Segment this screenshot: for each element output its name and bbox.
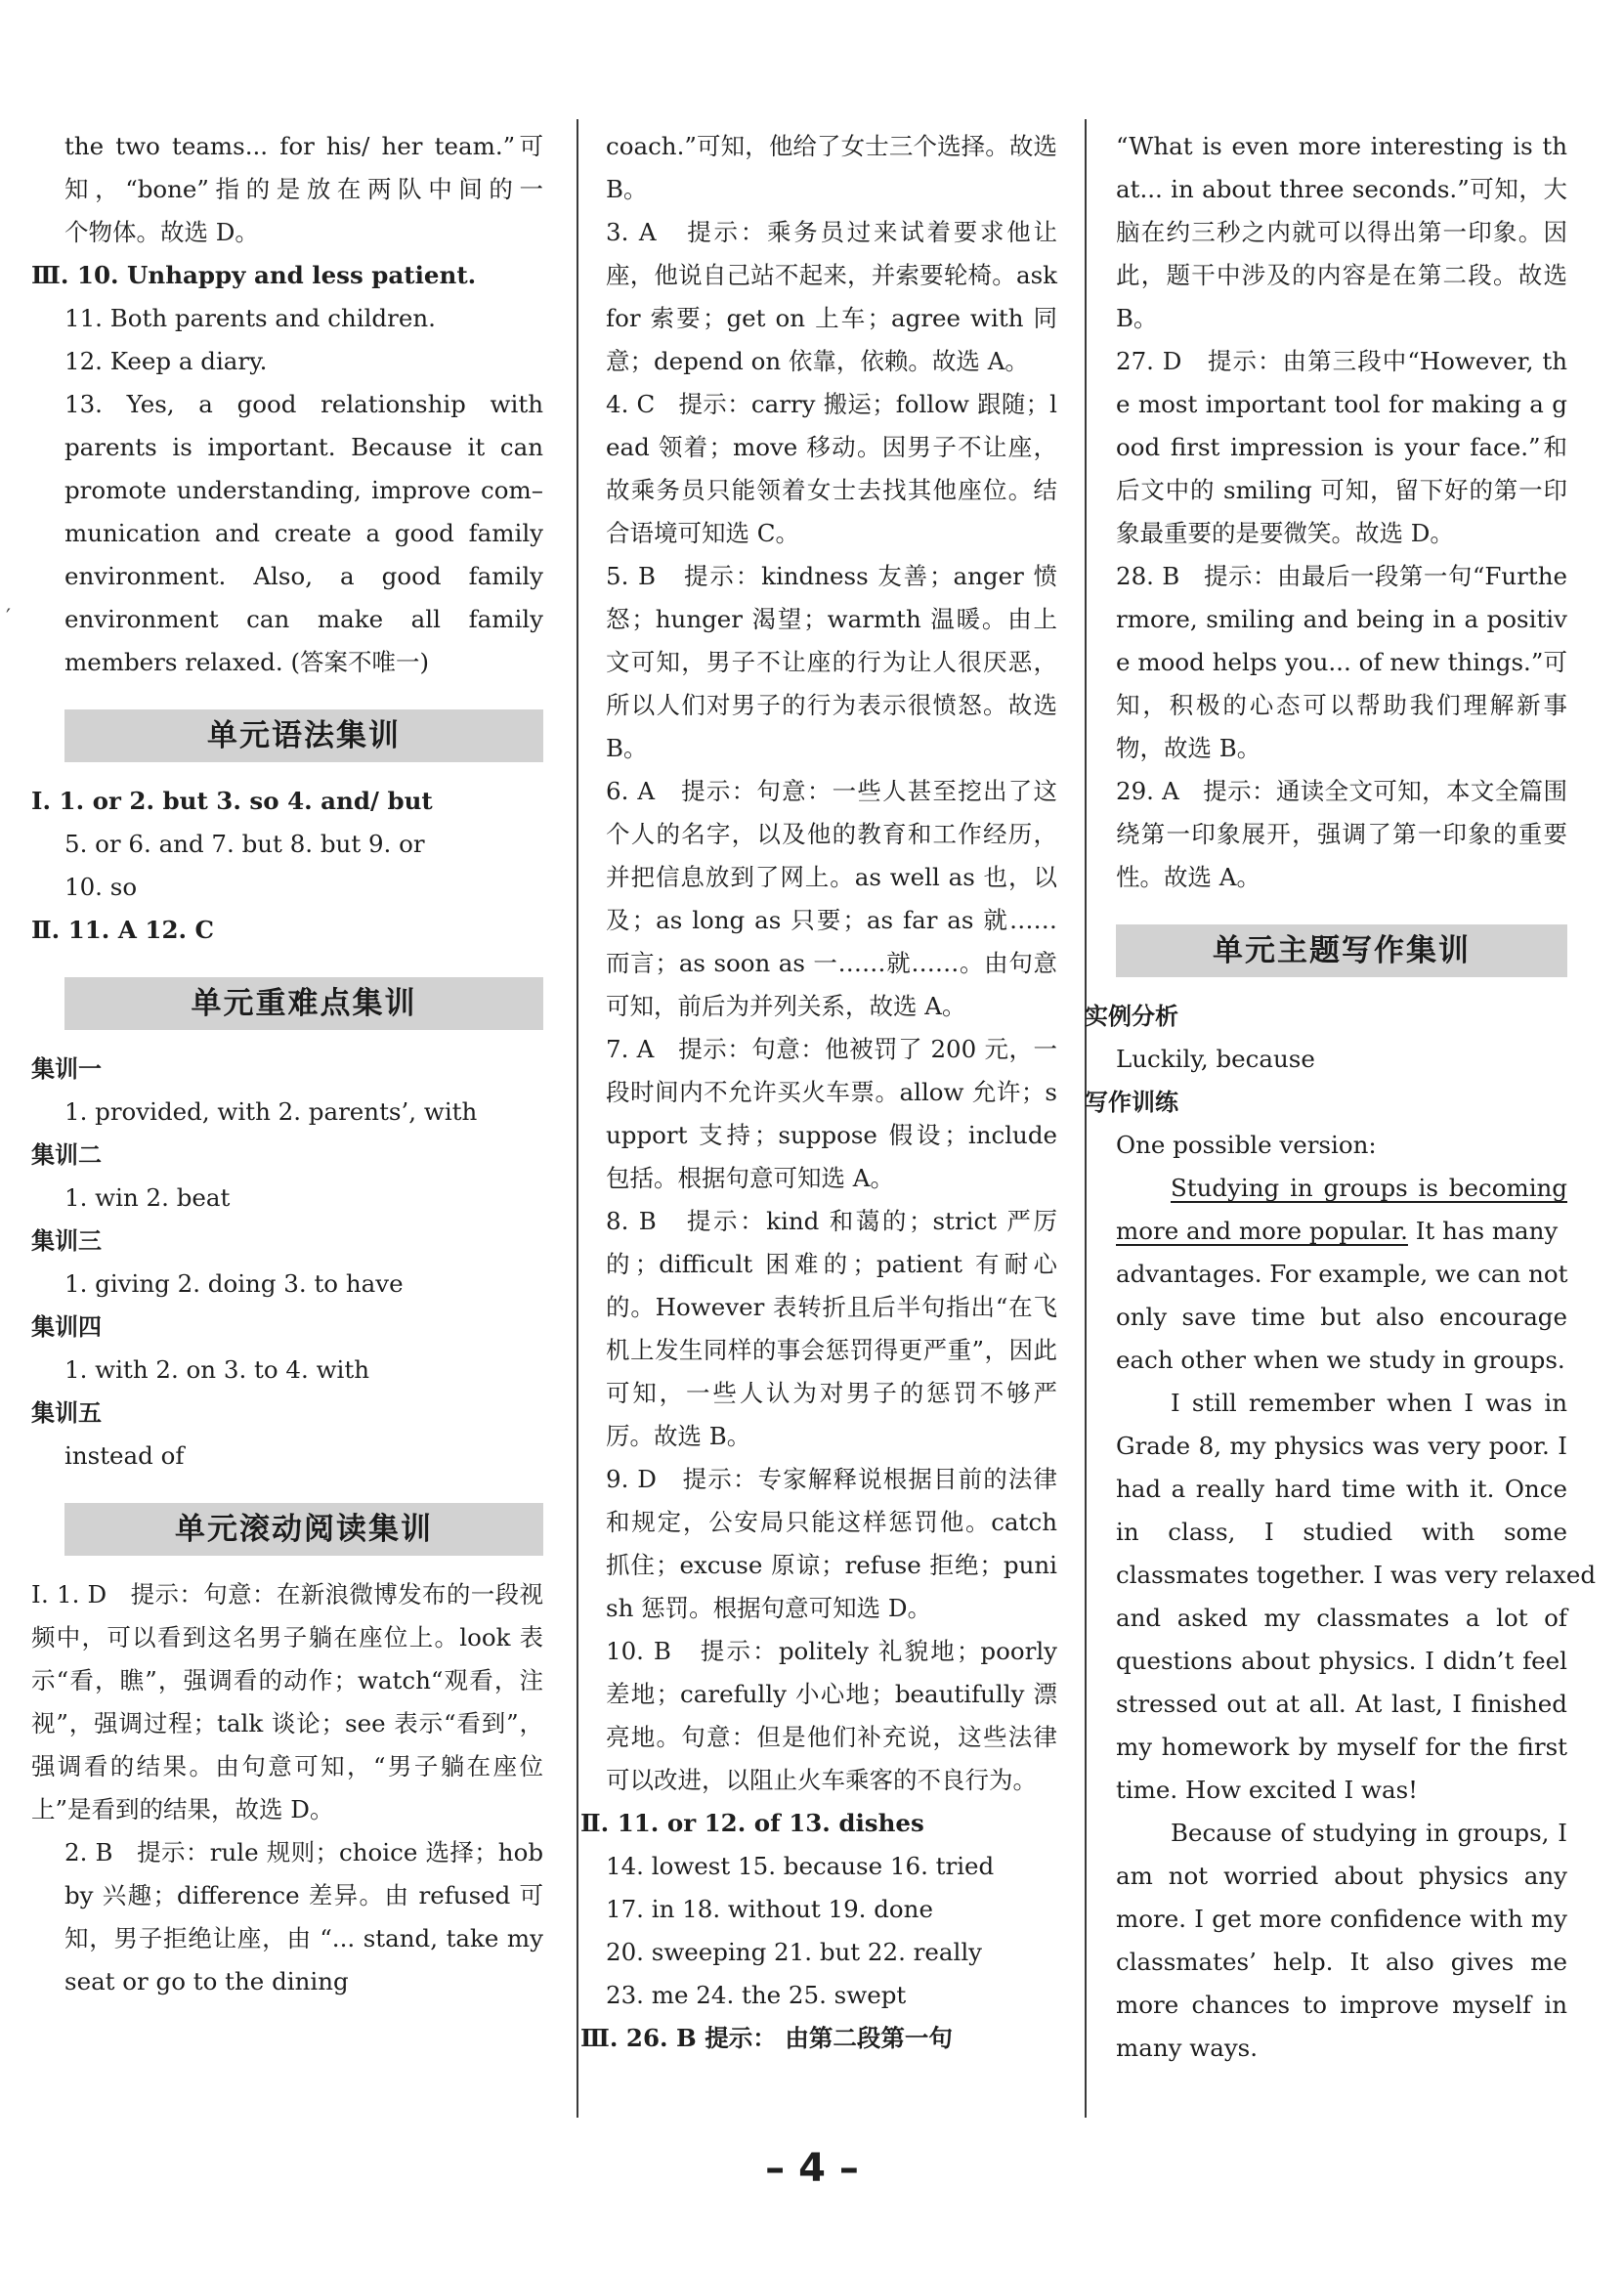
page-number: – 4 – — [765, 2146, 859, 2191]
answer-line: 12. Keep a diary. — [64, 347, 268, 375]
answer-line: 10. so — [64, 873, 138, 901]
answer-paragraph: 6. A 提示：句意：一些人甚至挖出了这个人的名字，以及他的教育和工作经历，并把信息放到了网上。as well as 也，以及；as long as 只要；as far as 就……而言；as soon as 一……就……。由句意可知，前后为并列关系，故选 A。 — [606, 777, 1057, 1020]
answer-paragraph: 7. A 提示：句意：他被罚了 200 元，一段时间内不允许买火车票。allow 允许；support 支持；suppose 假设；include 包括。根据句意可知选 A。 — [606, 1035, 1065, 1192]
section-header-grammar: 单元语法集训 — [64, 709, 543, 762]
answer-paragraph: 8. B 提示：kind 和蔼的；strict 严厉的；difficult 困难的；patient 有耐心的。However 表转折且后半句指出“在飞机上发生同样的事会惩罚得更严重”，因此可知，一些人认为对男子的惩罚不够严厉。故选 B。 — [606, 1207, 1057, 1450]
answer-line: Luckily, because — [1116, 1045, 1315, 1073]
essay-line: classmates together. I was very relaxed — [1116, 1561, 1597, 1589]
essay-line: only save time but also encourage — [1116, 1303, 1567, 1331]
answer-line: 1. with 2. on 3. to 4. with — [64, 1355, 370, 1384]
answer-line: Ⅰ. 1. or 2. but 3. so 4. and/ but — [31, 787, 433, 815]
reading-answer-1: Ⅰ. 1. D 提示：句意：在新浪微博发布的一段视频中，可以看到这名男子躺在座位上。look 表示“看，瞧”，强调看的动作；watch“观看，注视”，强调过程；talk 谈论；see 表示“看到”，强调看的结果。由句意可知，“男子躺在座位上”是看到的结果，故选 D。 — [31, 1580, 543, 1823]
answer-line: environment. Also, a good family — [64, 562, 543, 590]
essay-line: am not worried about physics any — [1116, 1862, 1567, 1890]
answer-line: 1. win 2. beat — [64, 1183, 231, 1212]
group-heading: 集训五 — [31, 1399, 102, 1427]
section-header-reading: 单元滚动阅读集训 — [64, 1503, 543, 1556]
group-heading: 实例分析 — [1085, 1003, 1178, 1030]
answer-line: 1. provided, with 2. parents’, with — [64, 1097, 478, 1126]
essay-line: time. How excited I was! — [1116, 1776, 1419, 1804]
essay-line: in class, I studied with some — [1116, 1518, 1567, 1546]
answer-line: One possible version: — [1116, 1131, 1377, 1159]
essay-line — [1116, 1210, 1567, 1253]
answer-paragraph: coach.”可知，他给了女士三个选择。故选 B。 — [606, 132, 1065, 203]
essay-line: advantages. For example, we can not — [1116, 1260, 1568, 1288]
column-divider-1 — [577, 119, 578, 2118]
answer-line: 11. Both parents and children. — [64, 304, 436, 332]
essay-line: I still remember when I was in — [1171, 1389, 1567, 1417]
essay-line — [1116, 1167, 1567, 1210]
answer-paragraph: 29. A 提示：通读全文可知，本文全篇围绕第一印象展开，强调了第一印象的重要性。故选 A。 — [1116, 777, 1567, 891]
essay-text: It has many — [1407, 1217, 1559, 1245]
text-line: 个物体。故选 D。 — [64, 218, 259, 246]
section-header-key-points: 单元重难点集训 — [64, 977, 543, 1030]
answer-line: 1. giving 2. doing 3. to have — [64, 1269, 404, 1298]
group-heading: 集训三 — [31, 1227, 102, 1255]
margin-mark: ′ — [6, 606, 11, 630]
essay-topic-sentence: Studying in groups is becoming — [1171, 1174, 1567, 1202]
answer-line: parents is important. Because it can — [64, 433, 543, 461]
essay-line: questions about physics. I didn’t feel — [1116, 1647, 1567, 1675]
group-heading: 集训四 — [31, 1313, 102, 1341]
answer-line: environment can make all family — [64, 605, 543, 633]
answer-paragraph: “What is even more interesting is that... in about three seconds.”可知，大脑在约三秒之内就可以得出第一印象。因此，题干中涉及的内容是在第二段。故选 B。 — [1116, 132, 1575, 332]
text-line: 知，“bone”指的是放在两队中间的一 — [64, 175, 543, 203]
answer-line: munication and create a good family — [64, 519, 543, 547]
group-heading: 写作训练 — [1085, 1089, 1178, 1116]
essay-line: my homework by myself for the first — [1116, 1733, 1567, 1761]
answer-paragraph: 27. D 提示：由第三段中“However, the most important tool for making a good first impression is your face.”和后文中的 smiling 可知，留下好的第一印象最重要的是要微笑。故选 D。 — [1116, 347, 1567, 547]
essay-line: Because of studying in groups, I — [1171, 1819, 1567, 1847]
answer-line: Ⅲ. 10. Unhappy and less patient. — [31, 261, 477, 289]
answer-paragraph: 4. C 提示：carry 搬运；follow 跟随；lead 领着；move 移动。因男子不让座，故乘务员只能领着女士去找其他座位。结合语境可知选 C。 — [606, 390, 1057, 547]
essay-line: and asked my classmates a lot of — [1116, 1604, 1567, 1632]
column-1 — [31, 125, 551, 2003]
essay-line: stressed out at all. At last, I finished — [1116, 1690, 1567, 1718]
essay-line: more chances to improve myself in — [1116, 1991, 1567, 2019]
answer-line: 20. sweeping 21. but 22. really — [606, 1938, 982, 1966]
section-header-writing: 单元主题写作集训 — [1116, 924, 1567, 977]
essay-line: had a really hard time with it. Once — [1116, 1475, 1567, 1503]
column-2 — [580, 125, 1065, 2060]
essay-line: each other when we study in groups. — [1116, 1346, 1565, 1374]
answer-paragraph: 28. B 提示：由最后一段第一句“Furthermore, smiling and being in a positive mood helps you... of new things.”可知，积极的心态可以帮助我们理解新事物，故选 B。 — [1116, 562, 1567, 762]
answer-paragraph: 9. D 提示：专家解释说根据目前的法律和规定，公安局只能这样惩罚他。catch 抓住；excuse 原谅；refuse 拒绝；punish 惩罚。根据句意可知选 D。 — [606, 1465, 1065, 1622]
answer-line: instead of — [64, 1441, 185, 1470]
answer-line: 17. in 18. without 19. done — [606, 1895, 933, 1923]
answer-line: promote understanding, improve com– — [64, 476, 543, 504]
answer-line: 5. or 6. and 7. but 8. but 9. or — [64, 830, 425, 858]
group-heading: 集训二 — [31, 1141, 102, 1169]
answer-line: 14. lowest 15. because 16. tried — [606, 1852, 995, 1880]
essay-line: many ways. — [1116, 2034, 1259, 2062]
answer-paragraph: 10. B 提示：politely 礼貌地；poorly 差地；carefully 小心地；beautifully 漂亮地。句意：但是他们补充说，这些法律可以改进，以阻止火车乘客的不良行为。 — [606, 1637, 1065, 1794]
answer-line: Ⅱ. 11. A 12. C — [31, 916, 215, 944]
essay-topic-sentence: more and more popular. — [1116, 1217, 1408, 1245]
answer-line: Ⅱ. 11. or 12. of 13. dishes — [580, 1809, 924, 1837]
reading-answer-2: 2. B 提示：rule 规则；choice 选择；hobby 兴趣；difference 差异。由 refused 可知，男子拒绝让座，由 “... stand, take my seat or go to the dining — [64, 1838, 551, 1995]
answer-paragraph: 3. A 提示：乘务员过来试着要求他让座，他说自己站不起来，并索要轮椅。ask for 索要；get on 上车；agree with 同意；depend on 依靠，依赖。故选 A。 — [606, 218, 1065, 375]
essay-line: classmates’ help. It also gives me — [1116, 1948, 1567, 1976]
essay-line: Grade 8, my physics was very poor. I — [1116, 1432, 1567, 1460]
answer-line: members relaxed. (答案不唯一) — [64, 648, 430, 676]
answer-paragraph: 5. B 提示：kindness 友善；anger 愤怒；hunger 渴望；warmth 温暖。由上文可知，男子不让座的行为让人很厌恶，所以人们对男子的行为表示很愤怒。故选 B。 — [606, 562, 1065, 762]
answer-line: 13. Yes, a good relationship with — [64, 390, 543, 418]
answer-line: 23. me 24. the 25. swept — [606, 1981, 907, 2009]
essay-line: more. I get more confidence with my — [1116, 1905, 1567, 1933]
text-line: the two teams... for his/ her team.”可 — [64, 132, 543, 160]
column-3 — [1085, 125, 1597, 2070]
group-heading: 集训一 — [31, 1055, 102, 1083]
answer-line: Ⅲ. 26. B 提示： 由第二段第一句 — [580, 2024, 953, 2052]
